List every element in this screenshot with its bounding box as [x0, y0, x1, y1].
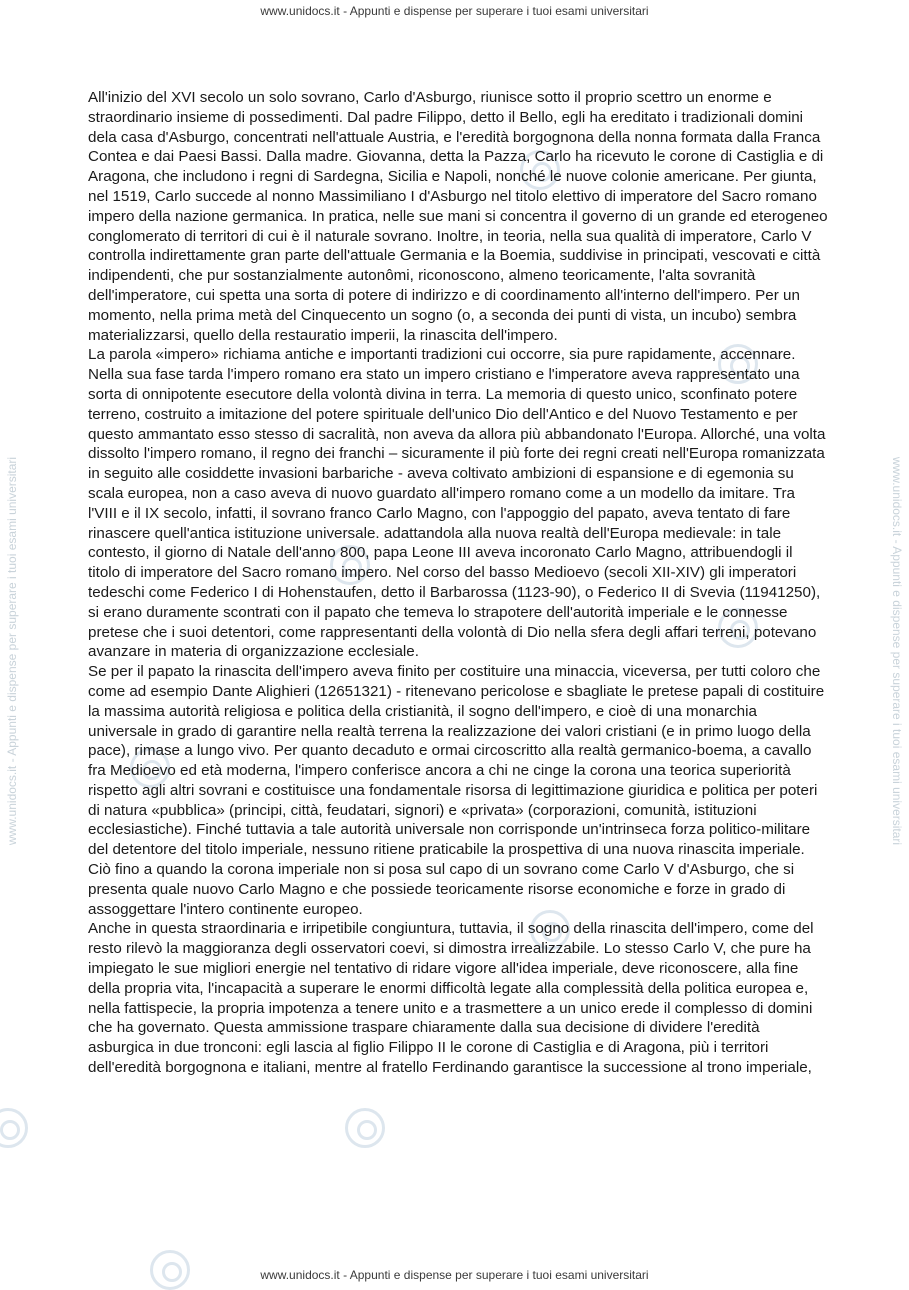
paragraph: All'inizio del XVI secolo un solo sovrano, Carlo d'Asburgo, riunisce sotto il proprio scettro un enorme e straordinario insieme di possedimenti. Dal padre Filippo, detto il Bello, egli ha ereditato i tradizionali domini dela casa d'Asburgo, concentrati nell'attuale Austria, e l'eredità borgognona della nonna formata dalla Franca Contea e dai Paesi Bassi. Dalla madre. Giovanna, detta la Pazza, Carlo ha ricevuto le corone di Castiglia e di Aragona, che includono i regni di Sardegna, Sicilia e Napoli, nonché le nuove colonie americane. Per giunta, nel 1519, Carlo succede al nonno Massimiliano I d'Asburgo nel titolo elettivo di imperatore del Sacro romano impero della nazione germanica. In pratica, nelle sue mani si concentra il governo di un grande ed eterogeneo conglomerato di territori di cui è il naturale sovrano. Inoltre, in teoria, nella sua qualità di imperatore, Carlo V controlla indirettamente gran parte dell'attuale Germania e la Boemia, suddivise in principati, vescovati e città indipendenti, che pur sostanzialmente autonômi, riconoscono, almeno teoricamente, l'alta sovranità dell'imperatore, cui spetta una sorta di potere di indirizzo e di coordinamento all'interno dell'impero. Per un momento, nella prima metà del Cinquecento un sogno (o, a seconda dei punti di vista, un incubo) sembra materializzarsi, quello della restauratio imperii, la rinascita dell'impero.	[88, 89, 828, 344]
footer-banner: www.unidocs.it - Appunti e dispense per superare i tuoi esami universitari	[260, 1268, 649, 1282]
logo-watermark-icon	[345, 1108, 385, 1148]
header-banner: www.unidocs.it - Appunti e dispense per superare i tuoi esami universitari	[260, 4, 649, 18]
document-body	[88, 88, 828, 1078]
right-side-watermark: www.unidocs.it - Appunti e dispense per superare i tuoi esami universitari	[890, 456, 904, 846]
logo-watermark-icon	[150, 1250, 190, 1290]
paragraph: Anche in questa straordinaria e irripetibile congiuntura, tuttavia, il sogno della rinascita dell'impero, come del resto rilevò la maggioranza degli osservatori coevi, si dimostra irrealizzabile. Lo stesso Carlo V, che pure ha impiegato le sue migliori energie nel tentativo di ridare vigore all'idea imperiale, deve riconoscere, alla fine della propria vita, l'incapacità a superare le enormi difficoltà legate alla complessità della politica europea e, nella fattispecie, la propria impotenza a tenere unito e a trasmettere a un unico erede il complesso di domini che ha governato. Questa ammissione traspare chiaramente dalla sua decisione di dividere l'eredità asburgica in due tronconi: egli lascia al figlio Filippo II le corone di Castiglia e di Aragona, più i territori dell'eredità borgognona e italiani, mentre al fratello Ferdinando garantisce la successione al trono imperiale,	[88, 920, 814, 1077]
logo-watermark-icon	[0, 1108, 28, 1148]
paragraph: Se per il papato la rinascita dell'impero aveva finito per costituire una minaccia, viceversa, per tutti coloro che come ad esempio Dante Alighieri (12651321) - ritenevano pericolose e sbagliate le pretese papali di costituire la massima autorità religiosa e politica della cristianità, il sogno dell'impero, e cioè di una monarchia universale in grado di garantire nella realtà terrena la realizzazione dei valori cristiani (e in primo luogo della pace), rimase a lungo vivo. Per quanto decaduto e ormai circoscritto alla realtà germanico-boema, a cavallo fra Medioevo ed età moderna, l'impero conferisce ancora a chi ne cinge la corona una teorica superiorità rispetto agli altri sovrani e costituisce una fondamentale risorsa di legittimazione giuridica e politica per poteri di natura «pubblica» (principi, città, feudatari, signori) e «privata» (corporazioni, comunità, istituzioni ecclesiastiche). Finché tuttavia a tale autorità universale non corrisponde un'intrinseca forza politico-militare del detentore del titolo imperiale, nessuno ritiene praticabile la prospettiva di una nuova rinascita imperiale. Ciò fino a quando la corona imperiale non si posa sul capo di un sovrano come Carlo V d'Asburgo, che si presenta quale nuovo Carlo Magno e che possiede teoricamente risorse economiche e forze in grado di assoggettare l'intero continente europeo.	[88, 663, 825, 918]
left-side-watermark: www.unidocs.it - Appunti e dispense per superare i tuoi esami universitari	[5, 456, 19, 846]
paragraph: La parola «impero» richiama antiche e importanti tradizioni cui occorre, sia pure rapidamente, accennare. Nella sua fase tarda l'impero romano era stato un impero cristiano e l'imperatore aveva rappresentato una sorta di onnipotente esecutore della volontà divina in terra. La memoria di questo unico, sconfinato potere terreno, costruito a imitazione del potere spirituale dell'unico Dio dell'Antico e del Nuovo Testamento e per questo ammantato esso stesso di sacralità, non aveva da allora più abbandonato l'Europa. Allorché, una volta dissolto l'impero romano, il regno dei franchi – sicuramente il più forte dei regni creati nell'Europa romanizzata in seguito alle cosiddette invasioni barbariche - aveva coltivato ambizioni di espansione e di egemonia su scala europea, non a caso aveva di nuovo guardato all'impero romano come a un modello da imitare. Tra l'VIII e il IX secolo, infatti, il sovrano franco Carlo Magno, con l'appoggio del papato, aveva tentato di fare rinascere quell'antica istituzione universale. adattandola alla nuova realtà dell'Europa medievale: in tale contesto, il giorno di Natale dell'anno 800, papa Leone III aveva incoronato Carlo Magno, attribuendogli il titolo di imperatore del Sacro romano impero. Nel corso del basso Medioevo (secoli XII-XIV) gli imperatori tedeschi come Federico I di Hohenstaufen, detto il Barbarossa (1123-90), o Federico II di Svevia (11941250), si erano duramente scontrati con il papato che temeva lo strapotere dell'autorità imperiale e le connesse pretese che i suoi detentori, come rappresentanti della volontà di Dio nella sfera degli affari terreni, potevano avanzare in materia di organizzazione ecclesiale.	[88, 346, 826, 661]
